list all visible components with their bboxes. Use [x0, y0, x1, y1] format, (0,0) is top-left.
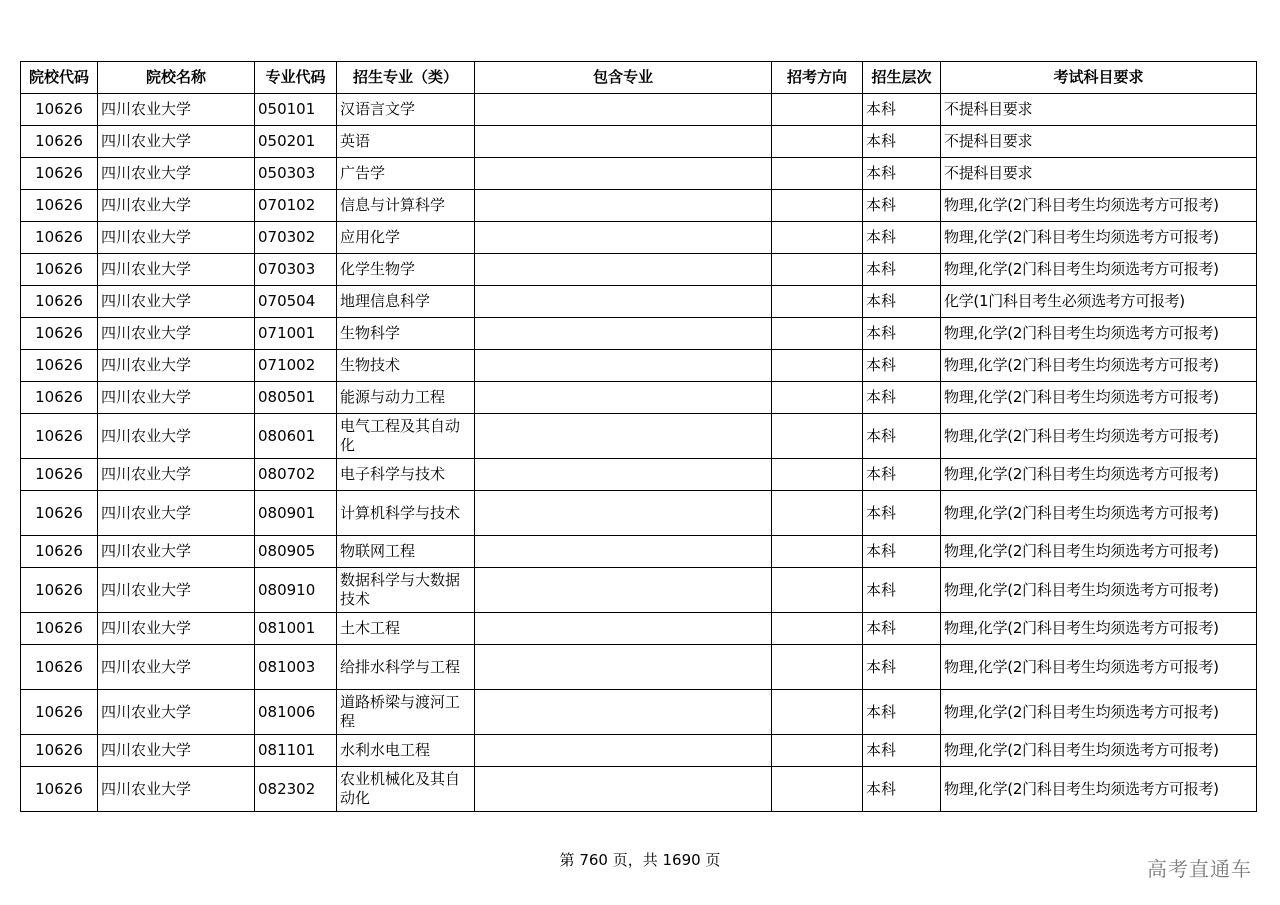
cell-major-code: 080501: [255, 382, 337, 414]
cell-included-majors: [475, 645, 772, 690]
table-row: [21, 318, 1257, 350]
header-included-majors: 包含专业: [475, 62, 772, 94]
cell-subject-requirement: 物理,化学(2门科目考生均须选考方可报考): [941, 690, 1257, 735]
cell-level: 本科: [863, 459, 941, 491]
cell-school-code: 10626: [21, 286, 98, 318]
cell-direction: [772, 767, 863, 812]
cell-subject-requirement: 物理,化学(2门科目考生均须选考方可报考): [941, 767, 1257, 812]
cell-included-majors: [475, 767, 772, 812]
cell-school-name: 四川农业大学: [98, 158, 255, 190]
cell-level: 本科: [863, 382, 941, 414]
cell-major-name: 水利水电工程: [337, 735, 475, 767]
cell-direction: [772, 126, 863, 158]
cell-school-code: 10626: [21, 613, 98, 645]
cell-major-code: 081101: [255, 735, 337, 767]
header-subject-requirement: 考试科目要求: [941, 62, 1257, 94]
cell-subject-requirement: 物理,化学(2门科目考生均须选考方可报考): [941, 190, 1257, 222]
table-row: [21, 414, 1257, 459]
cell-subject-requirement: 物理,化学(2门科目考生均须选考方可报考): [941, 735, 1257, 767]
cell-included-majors: [475, 254, 772, 286]
cell-school-name: 四川农业大学: [98, 126, 255, 158]
cell-included-majors: [475, 613, 772, 645]
table-row: [21, 735, 1257, 767]
cell-direction: [772, 414, 863, 459]
cell-school-code: 10626: [21, 350, 98, 382]
cell-major-name: 农业机械化及其自动化: [337, 767, 475, 812]
cell-level: 本科: [863, 568, 941, 613]
table-row: [21, 690, 1257, 735]
cell-school-name: 四川农业大学: [98, 94, 255, 126]
table-row: [21, 222, 1257, 254]
cell-subject-requirement: 物理,化学(2门科目考生均须选考方可报考): [941, 350, 1257, 382]
cell-level: 本科: [863, 690, 941, 735]
table-header-row: [21, 62, 1257, 94]
cell-included-majors: [475, 459, 772, 491]
cell-major-code: 071002: [255, 350, 337, 382]
cell-level: 本科: [863, 767, 941, 812]
cell-major-name: 应用化学: [337, 222, 475, 254]
cell-included-majors: [475, 126, 772, 158]
cell-school-code: 10626: [21, 690, 98, 735]
cell-direction: [772, 645, 863, 690]
cell-subject-requirement: 物理,化学(2门科目考生均须选考方可报考): [941, 459, 1257, 491]
cell-major-code: 082302: [255, 767, 337, 812]
cell-major-code: 081001: [255, 613, 337, 645]
table-row: [21, 491, 1257, 536]
cell-included-majors: [475, 735, 772, 767]
cell-direction: [772, 318, 863, 350]
cell-subject-requirement: 物理,化学(2门科目考生均须选考方可报考): [941, 414, 1257, 459]
cell-level: 本科: [863, 350, 941, 382]
cell-major-code: 050303: [255, 158, 337, 190]
cell-subject-requirement: 物理,化学(2门科目考生均须选考方可报考): [941, 318, 1257, 350]
cell-subject-requirement: 物理,化学(2门科目考生均须选考方可报考): [941, 491, 1257, 536]
table-row: [21, 286, 1257, 318]
cell-direction: [772, 222, 863, 254]
cell-direction: [772, 459, 863, 491]
header-school-code: 院校代码: [21, 62, 98, 94]
cell-level: 本科: [863, 222, 941, 254]
cell-school-name: 四川农业大学: [98, 613, 255, 645]
cell-school-code: 10626: [21, 222, 98, 254]
cell-included-majors: [475, 491, 772, 536]
cell-major-code: 070302: [255, 222, 337, 254]
cell-school-code: 10626: [21, 735, 98, 767]
cell-included-majors: [475, 350, 772, 382]
cell-school-code: 10626: [21, 645, 98, 690]
cell-included-majors: [475, 158, 772, 190]
cell-major-code: 070504: [255, 286, 337, 318]
cell-subject-requirement: 不提科目要求: [941, 126, 1257, 158]
cell-included-majors: [475, 318, 772, 350]
cell-major-name: 物联网工程: [337, 536, 475, 568]
cell-school-code: 10626: [21, 158, 98, 190]
cell-direction: [772, 190, 863, 222]
cell-direction: [772, 382, 863, 414]
cell-major-name: 计算机科学与技术: [337, 491, 475, 536]
cell-subject-requirement: 化学(1门科目考生必须选考方可报考): [941, 286, 1257, 318]
cell-major-code: 080910: [255, 568, 337, 613]
watermark-text: 高考直通车: [1147, 857, 1252, 881]
cell-direction: [772, 491, 863, 536]
cell-included-majors: [475, 286, 772, 318]
cell-direction: [772, 536, 863, 568]
header-school-name: 院校名称: [98, 62, 255, 94]
cell-major-code: 081006: [255, 690, 337, 735]
cell-subject-requirement: 物理,化学(2门科目考生均须选考方可报考): [941, 613, 1257, 645]
cell-direction: [772, 286, 863, 318]
cell-school-name: 四川农业大学: [98, 690, 255, 735]
cell-major-name: 信息与计算科学: [337, 190, 475, 222]
cell-school-name: 四川农业大学: [98, 190, 255, 222]
cell-level: 本科: [863, 190, 941, 222]
cell-major-code: 080901: [255, 491, 337, 536]
cell-major-name: 电气工程及其自动化: [337, 414, 475, 459]
cell-major-name: 汉语言文学: [337, 94, 475, 126]
cell-major-code: 070102: [255, 190, 337, 222]
cell-level: 本科: [863, 254, 941, 286]
cell-school-name: 四川农业大学: [98, 286, 255, 318]
cell-major-code: 080601: [255, 414, 337, 459]
cell-included-majors: [475, 568, 772, 613]
cell-major-name: 给排水科学与工程: [337, 645, 475, 690]
cell-level: 本科: [863, 286, 941, 318]
cell-included-majors: [475, 382, 772, 414]
cell-school-code: 10626: [21, 126, 98, 158]
cell-major-name: 化学生物学: [337, 254, 475, 286]
cell-school-name: 四川农业大学: [98, 735, 255, 767]
cell-school-code: 10626: [21, 414, 98, 459]
cell-school-code: 10626: [21, 767, 98, 812]
cell-school-code: 10626: [21, 382, 98, 414]
cell-level: 本科: [863, 414, 941, 459]
header-level: 招生层次: [863, 62, 941, 94]
cell-level: 本科: [863, 94, 941, 126]
cell-school-name: 四川农业大学: [98, 222, 255, 254]
header-major-code: 专业代码: [255, 62, 337, 94]
cell-level: 本科: [863, 491, 941, 536]
cell-subject-requirement: 物理,化学(2门科目考生均须选考方可报考): [941, 645, 1257, 690]
cell-major-code: 070303: [255, 254, 337, 286]
cell-major-name: 广告学: [337, 158, 475, 190]
table-row: [21, 350, 1257, 382]
cell-school-code: 10626: [21, 190, 98, 222]
header-direction: 招考方向: [772, 62, 863, 94]
table-row: [21, 645, 1257, 690]
cell-level: 本科: [863, 645, 941, 690]
cell-school-name: 四川农业大学: [98, 491, 255, 536]
enrollment-table: [20, 61, 1257, 812]
cell-level: 本科: [863, 126, 941, 158]
cell-level: 本科: [863, 158, 941, 190]
cell-school-name: 四川农业大学: [98, 568, 255, 613]
table-row: [21, 536, 1257, 568]
table-row: [21, 382, 1257, 414]
cell-major-name: 能源与动力工程: [337, 382, 475, 414]
cell-school-code: 10626: [21, 536, 98, 568]
cell-subject-requirement: 不提科目要求: [941, 94, 1257, 126]
cell-school-name: 四川农业大学: [98, 350, 255, 382]
cell-direction: [772, 94, 863, 126]
cell-direction: [772, 158, 863, 190]
cell-level: 本科: [863, 613, 941, 645]
cell-direction: [772, 690, 863, 735]
cell-direction: [772, 613, 863, 645]
cell-included-majors: [475, 690, 772, 735]
table-row: [21, 126, 1257, 158]
page-number: 第 760 页，共 1690 页: [559, 851, 721, 869]
cell-direction: [772, 254, 863, 286]
table-row: [21, 94, 1257, 126]
cell-direction: [772, 735, 863, 767]
table-row: [21, 767, 1257, 812]
table-row: [21, 254, 1257, 286]
cell-major-name: 土木工程: [337, 613, 475, 645]
cell-included-majors: [475, 94, 772, 126]
cell-major-name: 数据科学与大数据技术: [337, 568, 475, 613]
cell-included-majors: [475, 190, 772, 222]
cell-direction: [772, 568, 863, 613]
cell-major-code: 071001: [255, 318, 337, 350]
cell-school-code: 10626: [21, 459, 98, 491]
cell-direction: [772, 350, 863, 382]
cell-major-name: 地理信息科学: [337, 286, 475, 318]
cell-level: 本科: [863, 318, 941, 350]
table-row: [21, 158, 1257, 190]
cell-included-majors: [475, 414, 772, 459]
cell-subject-requirement: 不提科目要求: [941, 158, 1257, 190]
cell-school-name: 四川农业大学: [98, 318, 255, 350]
cell-included-majors: [475, 536, 772, 568]
cell-major-code: 080702: [255, 459, 337, 491]
cell-major-name: 生物技术: [337, 350, 475, 382]
table-row: [21, 568, 1257, 613]
cell-school-name: 四川农业大学: [98, 536, 255, 568]
cell-school-code: 10626: [21, 94, 98, 126]
cell-school-name: 四川农业大学: [98, 382, 255, 414]
cell-school-name: 四川农业大学: [98, 414, 255, 459]
cell-major-code: 050201: [255, 126, 337, 158]
cell-school-name: 四川农业大学: [98, 254, 255, 286]
table-row: [21, 613, 1257, 645]
cell-school-name: 四川农业大学: [98, 459, 255, 491]
cell-major-code: 081003: [255, 645, 337, 690]
cell-subject-requirement: 物理,化学(2门科目考生均须选考方可报考): [941, 568, 1257, 613]
cell-included-majors: [475, 222, 772, 254]
cell-school-code: 10626: [21, 254, 98, 286]
cell-school-name: 四川农业大学: [98, 645, 255, 690]
cell-subject-requirement: 物理,化学(2门科目考生均须选考方可报考): [941, 254, 1257, 286]
cell-major-name: 电子科学与技术: [337, 459, 475, 491]
table-row: [21, 459, 1257, 491]
cell-school-code: 10626: [21, 491, 98, 536]
cell-major-name: 生物科学: [337, 318, 475, 350]
cell-level: 本科: [863, 536, 941, 568]
cell-major-name: 道路桥梁与渡河工程: [337, 690, 475, 735]
cell-major-code: 080905: [255, 536, 337, 568]
cell-subject-requirement: 物理,化学(2门科目考生均须选考方可报考): [941, 222, 1257, 254]
cell-school-code: 10626: [21, 568, 98, 613]
table-row: [21, 190, 1257, 222]
cell-major-name: 英语: [337, 126, 475, 158]
cell-subject-requirement: 物理,化学(2门科目考生均须选考方可报考): [941, 382, 1257, 414]
cell-school-name: 四川农业大学: [98, 767, 255, 812]
cell-subject-requirement: 物理,化学(2门科目考生均须选考方可报考): [941, 536, 1257, 568]
cell-major-code: 050101: [255, 94, 337, 126]
cell-level: 本科: [863, 735, 941, 767]
header-major-name: 招生专业（类）: [337, 62, 475, 94]
cell-school-code: 10626: [21, 318, 98, 350]
